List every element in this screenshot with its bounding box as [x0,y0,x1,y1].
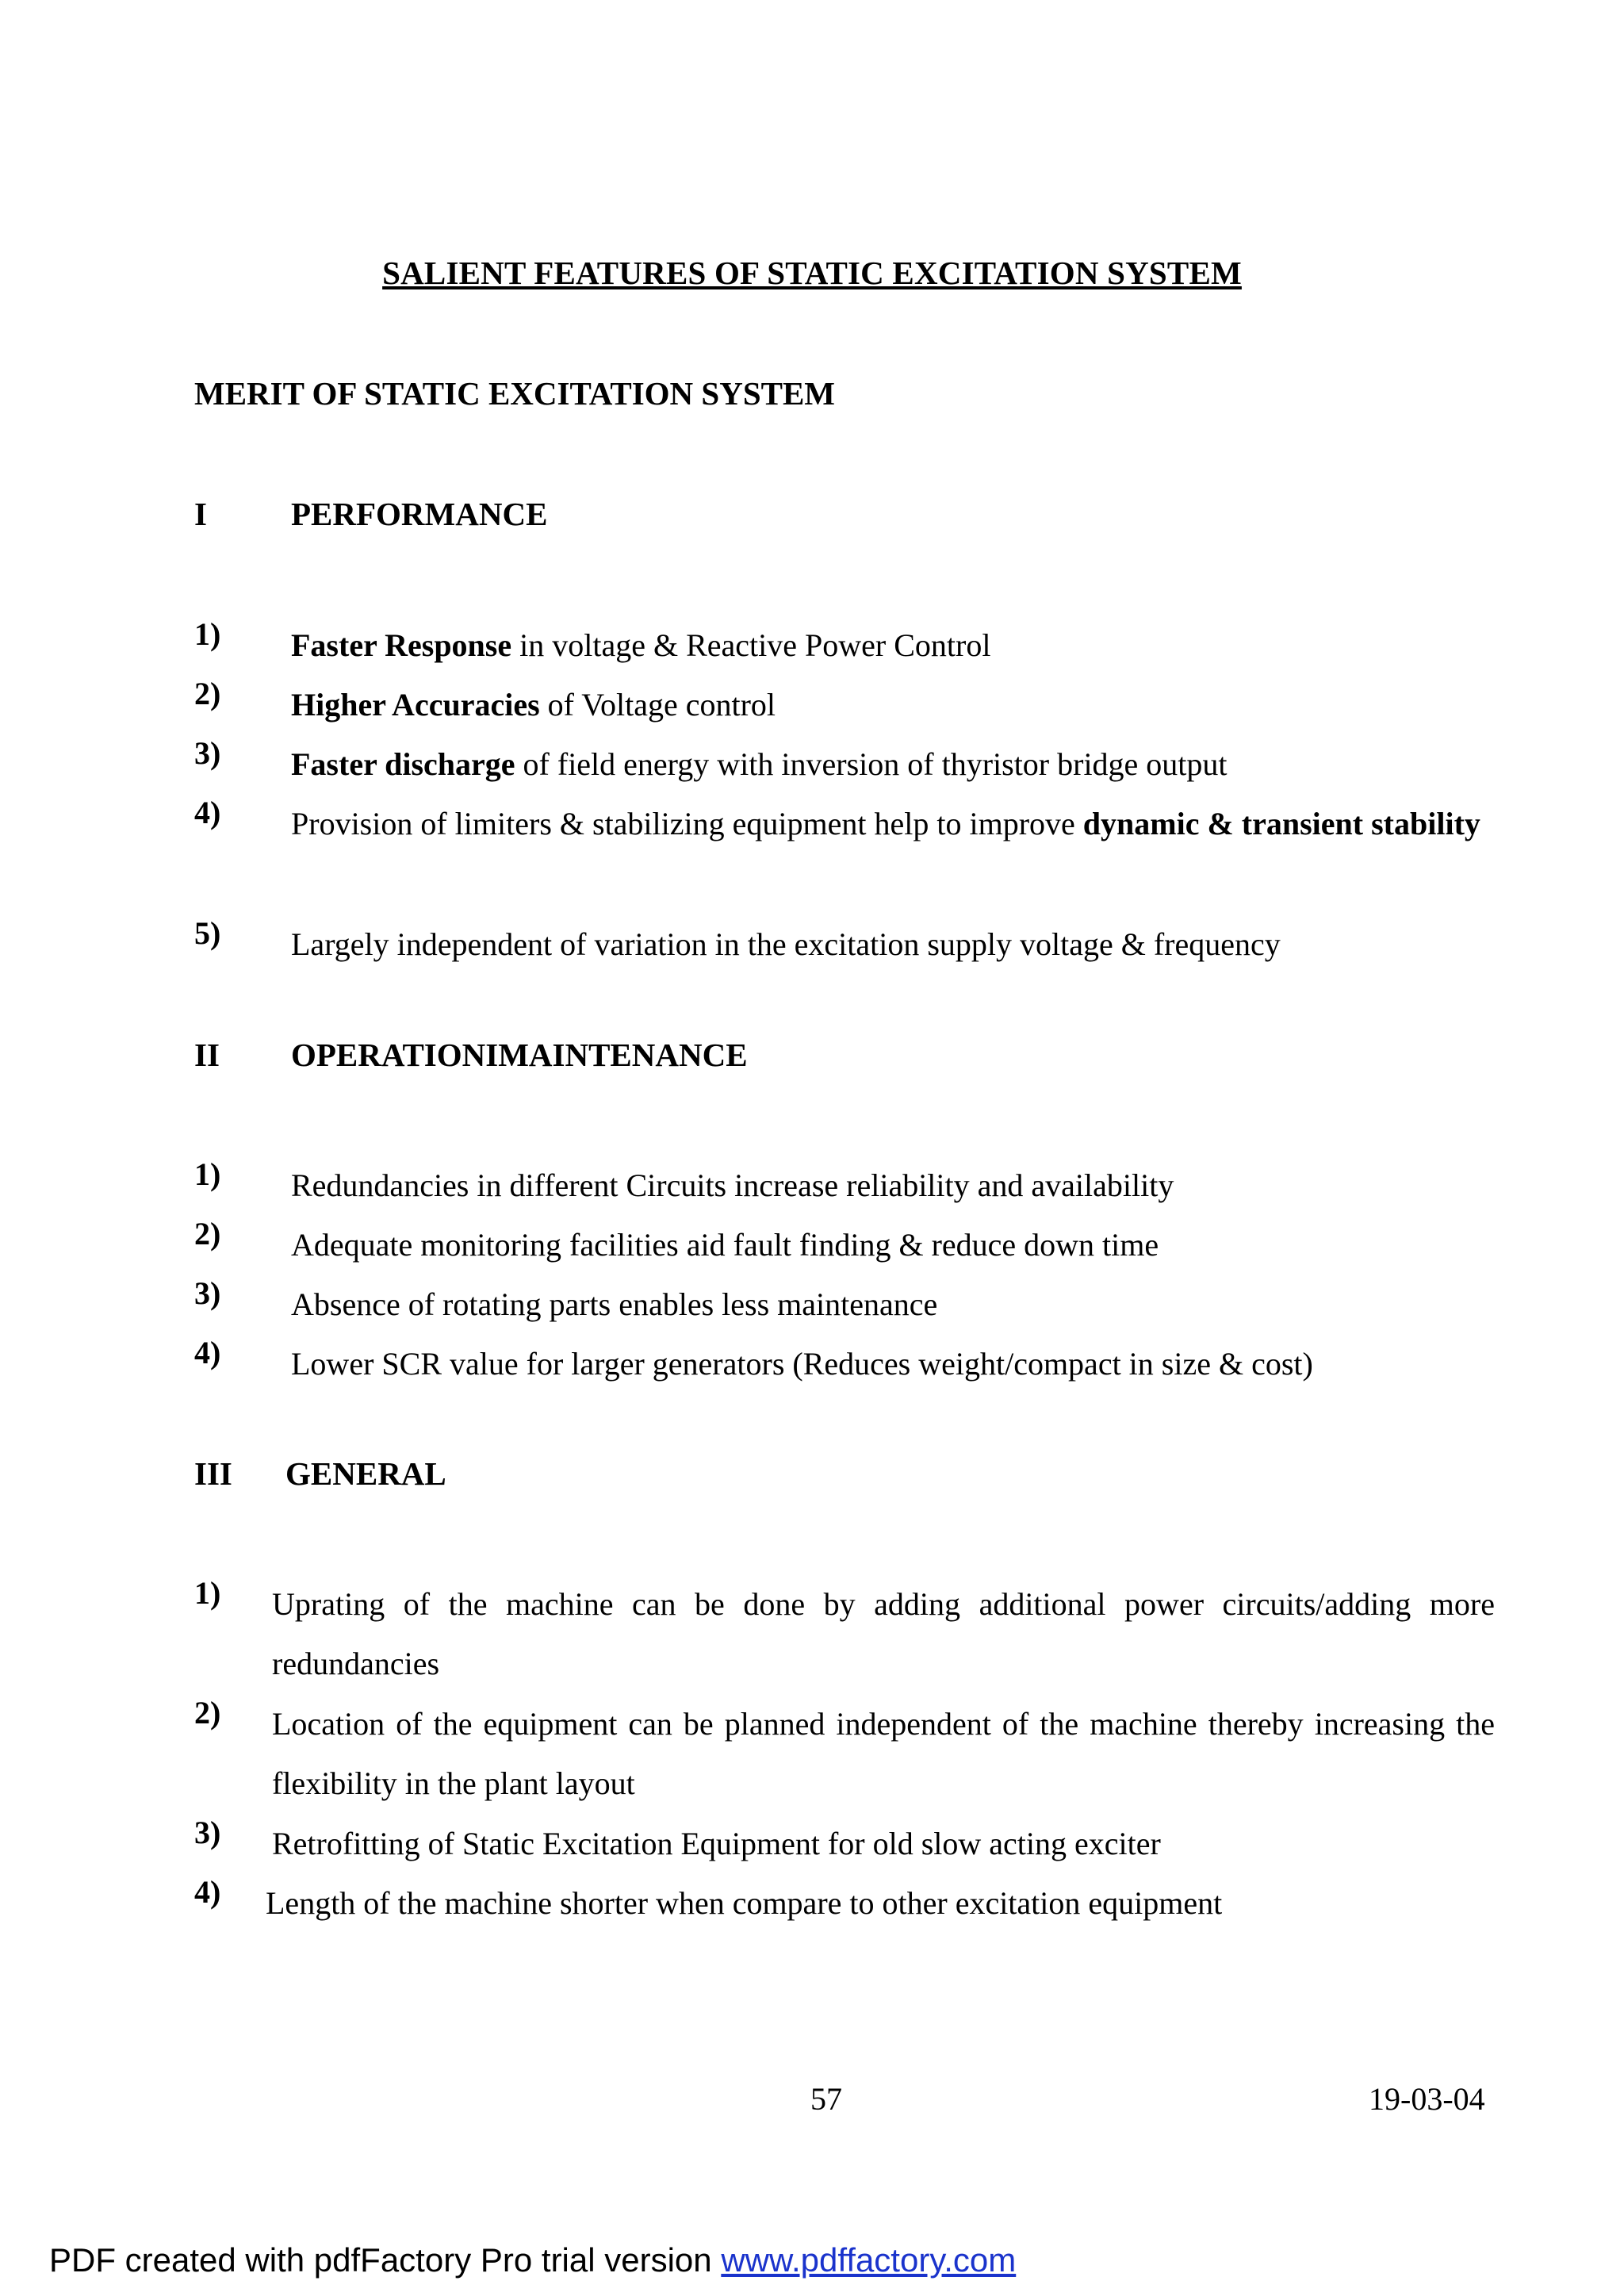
item-number: 1) [194,1575,221,1611]
item-text: Length of the machine shorter when compare to other excitation equipment [266,1885,1223,1921]
footer-text: PDF created with pdfFactory Pro trial version [49,2241,722,2279]
item-text: Higher Accuracies of Voltage control [291,687,776,723]
page-number: 57 [810,2081,842,2117]
footer-link[interactable]: www.pdffactory.com [721,2241,1017,2279]
item-text: Location of the equipment can be planned independent of the machine thereby increasing the flexibility in the plant layout [272,1706,1495,1801]
section-numeral: III [194,1455,232,1492]
item-text: Adequate monitoring facilities aid fault finding & reduce down time [291,1227,1159,1263]
item-number: 5) [194,915,221,951]
section-numeral: II [194,1037,220,1073]
section-numeral: I [194,496,207,532]
item-text: Faster discharge of field energy with inversion of thyristor bridge output [291,746,1228,782]
item-text: Provision of limiters & stabilizing equipment help to improve dynamic & transient stability [291,806,1480,841]
page-title: SALIENT FEATURES OF STATIC EXCITATION SYSTEM [382,255,1242,291]
item-number: 3) [194,1815,221,1850]
pdf-footer [49,2241,1016,2279]
item-number: 2) [194,676,221,711]
merit-heading: MERIT OF STATIC EXCITATION SYSTEM [194,375,836,412]
section-title: PERFORMANCE [291,496,548,532]
item-number: 1) [194,616,221,652]
item-text: Uprating of the machine can be done by adding additional power circuits/adding more redundancies [272,1586,1495,1681]
item-number: 2) [194,1695,221,1731]
item-number: 4) [194,1335,221,1370]
item-number: 4) [194,1874,221,1910]
section-title: GENERAL [285,1455,446,1492]
item-text: Absence of rotating parts enables less maintenance [291,1286,938,1322]
item-text: Redundancies in different Circuits increase reliability and availability [291,1167,1174,1203]
item-number: 2) [194,1216,221,1251]
item-number: 3) [194,735,221,771]
item-number: 4) [194,795,221,830]
item-text: Faster Response in voltage & Reactive Power Control [291,627,991,663]
item-number: 1) [194,1156,221,1192]
item-text: Largely independent of variation in the excitation supply voltage & frequency [291,926,1281,962]
item-text: Retrofitting of Static Excitation Equipment for old slow acting exciter [272,1826,1161,1861]
item-number: 3) [194,1275,221,1311]
item-text: Lower SCR value for larger generators (Reduces weight/compact in size & cost) [291,1346,1313,1382]
section-title: OPERATIONIMAINTENANCE [291,1037,748,1073]
page-date: 19-03-04 [1369,2081,1485,2117]
